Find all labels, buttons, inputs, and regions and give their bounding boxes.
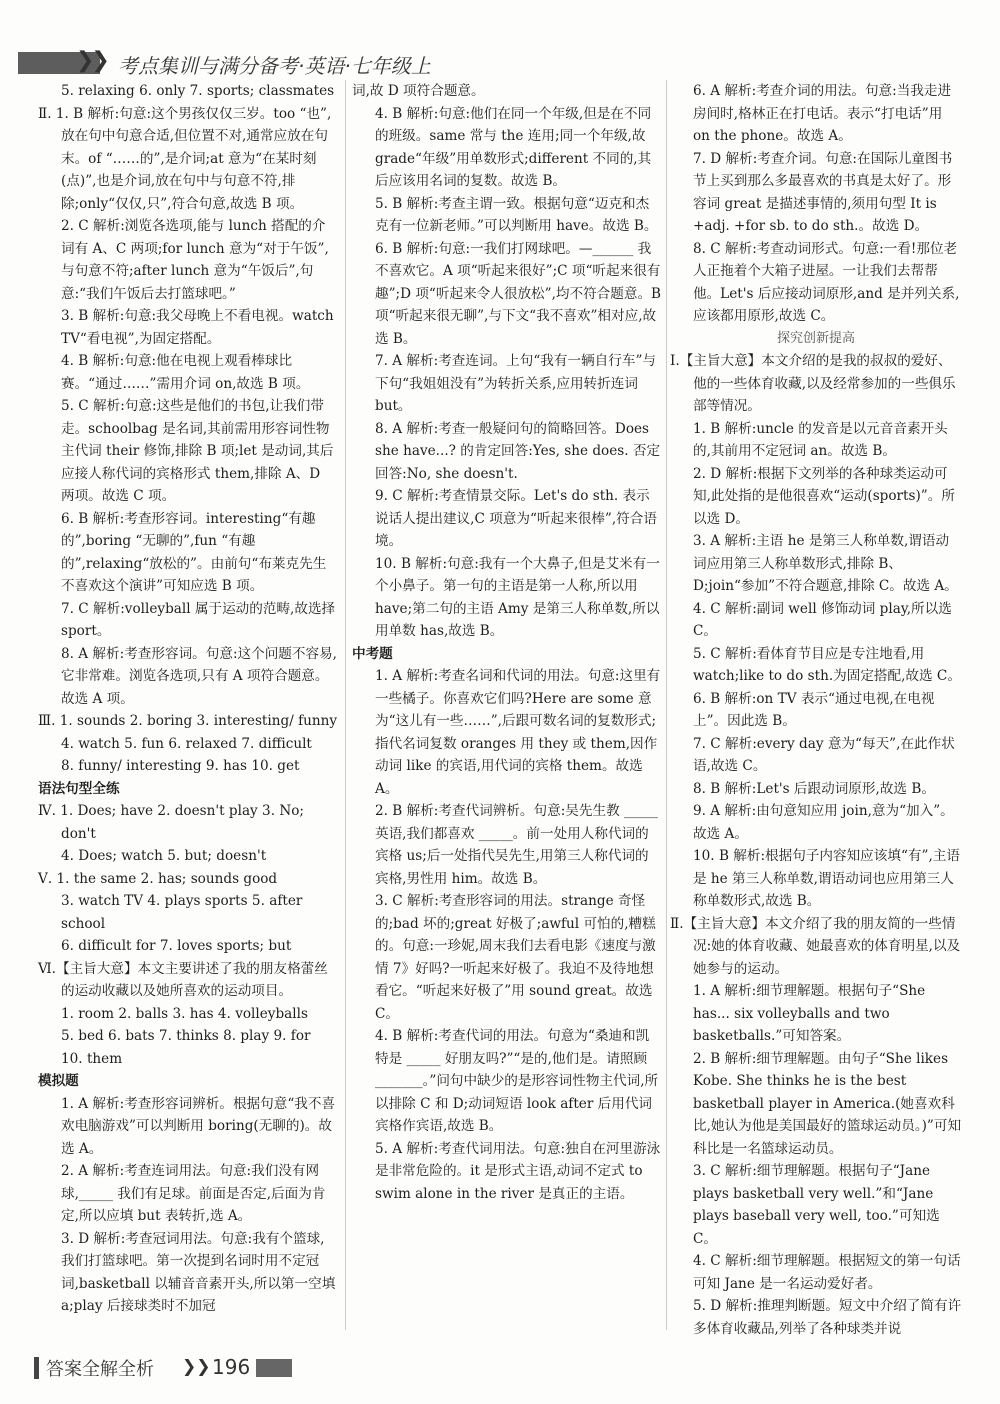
answer-paragraph: 9. C 解析:考查情景交际。Let's do sth. 表示说话人提出建议,C 项意为“听起来很棒”,符合语境。 (375, 488, 657, 549)
chevron-icon: ❯❯ (182, 1357, 211, 1377)
answer-paragraph: 6. B 解析:on TV 表示“通过电视,在电视上”。因此选 B。 (693, 690, 935, 729)
answer-paragraph: 1. A 解析:细节理解题。根据句子“She has... six volleyballs and two basketballs.”可知答案。 (693, 983, 926, 1044)
answer-paragraph: Ⅵ.【主旨大意】本文主要讲述了我的朋友格蕾丝的运动收藏以及她所喜欢的运动项目。 (38, 960, 328, 999)
answer-paragraph: 1. A 解析:考查名词和代词的用法。句意:这里有一些橘子。你喜欢它们吗?Here are some 意为“这儿有一些……”,后跟可数名词的复数形式;指代名词复数 oranges 用 they 或 them,因作动词 like 的宾语,用代词的宾格 them。故选 A。 (375, 668, 661, 797)
column-left (38, 80, 338, 1318)
answer-paragraph: 1. room 2. balls 3. has 4. volleyballs (61, 1005, 308, 1022)
answer-paragraph: 4. C 解析:副词 well 修饰动词 play,所以选 C。 (693, 600, 952, 639)
page-number: 196 (212, 1355, 251, 1379)
answer-paragraph: 4. B 解析:考查代词的用法。句意为“桑迪和凯特是 _____ 好朋友吗?”“是的,他们是。请照顾 _______。”问句中缺少的是形容词性物主代词,所以排除 C 和 D;动词短语 look after 后用代词宾格作宾语,故选 B。 (375, 1028, 659, 1134)
answer-paragraph: 7. C 解析:volleyball 属于运动的范畴,故选择 sport。 (61, 600, 336, 639)
answer-paragraph: 3. C 解析:细节理解题。根据句子“Jane plays basketball very well.”和“Jane plays baseball very well, too.”可知选 C。 (693, 1163, 940, 1247)
answer-paragraph: 4. B 解析:句意:他在电视上观看棒球比赛。“通过……”需用介词 on,故选 B 项。 (61, 353, 310, 392)
answer-paragraph: 6. difficult for 7. loves sports; but (61, 938, 292, 954)
answer-paragraph: 4. B 解析:句意:他们在同一个年级,但是在不同的班级。same 常与 the 连用;同一个年级,故 grade“年级”用单数形式;different 不同的,其后应该用名词的复数。故选 B。 (375, 105, 652, 189)
answer-paragraph: 3. C 解析:考查形容词的用法。strange 奇怪的;bad 坏的;great 好极了;awful 可怕的,糟糕的。句意:一珍妮,周末我们去看电影《速度与激情 7》好吗?一听起来好极了。我迫不及待地想看它。“听起来好极了”用 sound great。故选 C。 (375, 893, 656, 1022)
section-heading: 中考题 (352, 645, 393, 662)
column-divider (345, 80, 346, 1330)
page-footer (34, 1355, 334, 1383)
answer-paragraph: 10. B 解析:根据句子内容知应该填“有”,主语是 he 第三人称单数,谓语动词也应用第三人称单数形式,故选 B。 (693, 848, 960, 909)
answer-paragraph: 10. them (61, 1050, 123, 1067)
footer-marker (34, 1357, 39, 1379)
footer-block (256, 1359, 292, 1377)
answer-paragraph: 8. C 解析:考查动词形式。句意:一看!那位老人正拖着个大箱子进屋。一让我们去帮帮他。Let's 后应接动词原形,and 是并列关系,应该都用原形,故选 C。 (693, 240, 960, 324)
answer-paragraph: 词,故 D 项符合题意。 (352, 83, 485, 99)
section-heading: 探究创新提高 (776, 330, 855, 346)
answer-paragraph: 5. C 解析:看体育节目应是专注地看,用 watch;like to do sth.为固定搭配,故选 C。 (693, 645, 961, 684)
book-title: 考点集训与满分备考·英语·七年级上 (118, 54, 431, 78)
answer-paragraph: 5. B 解析:考查主谓一致。根据句意“迈克和杰克有一位新老师。”可以判断用 have。故选 B。 (375, 195, 658, 234)
section-heading: 模拟题 (38, 1073, 79, 1089)
answer-paragraph: 5. D 解析:推理判断题。短文中介绍了简有许多体育收藏品,列举了各种球类并说 (693, 1298, 962, 1337)
answer-paragraph: 6. A 解析:考查介词的用法。句意:当我走进房间时,格林正在打电话。表示“打电话”用 on the phone。故选 A。 (693, 83, 952, 144)
column-middle (352, 80, 662, 1205)
answer-paragraph: 6. B 解析:句意:一我们打网球吧。—______ 我不喜欢它。A 项“听起来很好”;C 项“听起来很有趣”;D 项“听起来令人很放松”,均不符合题意。B 项“听起来很无聊”,与下文“我不喜欢”相对应,故选 B。 (375, 240, 662, 347)
answer-paragraph: 2. D 解析:根据下文列举的各种球类运动可知,此处指的是他很喜欢“运动(sports)”。所以选 D。 (693, 465, 955, 527)
answer-paragraph: 6. B 解析:考查形容词。interesting“有趣的”,boring “无聊的”,fun “有趣的”,relaxing“放松的”。由前句“布莱克先生不喜欢这个演讲”可知应选 B 项。 (61, 510, 327, 594)
answer-paragraph: Ⅳ. 1. Does; have 2. doesn't play 3. No; don't (38, 803, 305, 842)
answer-paragraph: 8. B 解析:Let's 后跟动词原形,故选 B。 (693, 780, 935, 797)
answer-paragraph: 7. D 解析:考查介词。句意:在国际儿童图书节上买到那么多最喜欢的书真是太好了。形容词 great 是描述事情的,须用句型 It is +adj. +for sb. to do sth.。故选 D。 (693, 150, 953, 234)
answer-paragraph: 8. A 解析:考查一般疑问句的简略回答。Does she have...? 的肯定回答:Yes, she does. 否定回答:No, she doesn't. (375, 420, 661, 482)
footer-label: 答案全解全析 (46, 1359, 154, 1380)
answer-paragraph: 8. A 解析:考查形容词。句意:这个问题不容易,它非常难。浏览各选项,只有 A 项符合题意。故选 A 项。 (61, 645, 338, 707)
answer-paragraph: 8. funny/ interesting 9. has 10. get (61, 758, 300, 774)
answer-paragraph: 2. C 解析:浏览各选项,能与 lunch 搭配的介词有 A、C 两项;for lunch 意为“对于午饭”,与句意不符;after lunch 意为“午饭后”,句意:“我们午饭后去打篮球吧。” (61, 218, 329, 302)
answer-paragraph: Ⅲ. 1. sounds 2. boring 3. interesting/ funny (38, 713, 338, 729)
answer-paragraph: 5. relaxing 6. only 7. sports; classmates (61, 83, 335, 99)
answer-paragraph: Ⅰ.【主旨大意】本文介绍的是我的叔叔的爱好、他的一些体育收藏,以及经常参加的一些俱乐部等情况。 (670, 353, 956, 414)
answer-paragraph: 3. B 解析:句意:我父母晚上不看电视。watch TV“看电视”,为固定搭配。 (61, 308, 334, 347)
section-heading: 语法句型全练 (38, 780, 120, 797)
column-divider (666, 80, 667, 1330)
answer-paragraph: Ⅱ. 1. B 解析:句意:这个男孩仅仅三岁。too “也”,放在句中句意合适,但位置不对,通常应放在句末。of “……的”,是介词;at 意为“在某时刻(点)”,也是介词,放在句中与句意不符,排除;only“仅仅,只”,符合句意,故选 B 项。 (38, 105, 332, 212)
column-right (670, 80, 962, 1340)
answer-paragraph: 5. C 解析:句意:这些是他们的书包,让我们带走。schoolbag 是名词,其前需用形容词性物主代词 their 修饰,排除 B 项;let 是动词,其后应接人称代词的宾格形式 them,排除 A、D 两项。故选 C 项。 (61, 398, 334, 504)
answer-paragraph: 4. C 解析:细节理解题。根据短文的第一句话可知 Jane 是一名运动爱好者。 (693, 1253, 961, 1292)
answer-paragraph: 2. A 解析:考查连词用法。句意:我们没有网球,_____ 我们有足球。前面是否定,后面为肯定,所以应填 but 表转折,选 A。 (61, 1163, 326, 1224)
answer-paragraph: 2. B 解析:考查代词辨析。句意:吴先生教 _____ 英语,我们都喜欢 _____。前一处用人称代词的宾格 us;后一处指代吴先生,用第三人称代词的宾格,男性用 him。故选 B。 (375, 803, 658, 887)
answer-paragraph: 7. C 解析:every day 意为“每天”,在此作状语,故选 C。 (693, 735, 955, 774)
answer-paragraph: 10. B 解析:句意:我有一个大鼻子,但是艾米有一个小鼻子。第一句的主语是第一人称,所以用 have;第二句的主语 Amy 是第三人称单数,所以用单数 has,故选 B。 (375, 555, 660, 639)
answer-paragraph: 3. A 解析:主语 he 是第三人称单数,谓语动词应用第三人称单数形式,排除 B、D;join“参加”不符合题意,排除 C。故选 A。 (693, 533, 958, 594)
answer-paragraph: 4. watch 5. fun 6. relaxed 7. difficult (61, 735, 312, 752)
answer-paragraph: 4. Does; watch 5. but; doesn't (61, 848, 267, 864)
answer-paragraph: 9. A 解析:由句意知应用 join,意为“加入”。故选 A。 (693, 803, 954, 842)
answer-paragraph: 7. A 解析:考查连词。上句“我有一辆自行车”与下句“我姐姐没有”为转折关系,应用转折连词 but。 (375, 353, 657, 414)
answer-paragraph: 1. B 解析:uncle 的发音是以元音音素开头的,其前用不定冠词 an。故选 B。 (693, 420, 948, 459)
answer-paragraph: 5. A 解析:考查代词用法。句意:独自在河里游泳是非常危险的。it 是形式主语,动词不定式 to swim alone in the river 是真正的主语。 (375, 1140, 661, 1202)
answer-paragraph: 1. A 解析:考查形容词辨析。根据句意“我不喜欢电脑游戏”可以判断用 boring(无聊的)。故选 A。 (61, 1095, 336, 1157)
answer-paragraph: 5. bed 6. bats 7. thinks 8. play 9. for (61, 1028, 311, 1044)
answer-paragraph: 2. B 解析:细节理解题。由句子“She likes Kobe. She thinks he is the best basketball player in America.(她喜欢科比,她认为他是美国最好的篮球运动员。)”可知科比是一名篮球运动员。 (693, 1050, 962, 1157)
answer-paragraph: Ⅱ.【主旨大意】本文介绍了我的朋友简的一些情况:她的体育收藏、她最喜欢的体育明星,以及她参与的运动。 (670, 915, 961, 977)
answer-paragraph: 3. D 解析:考查冠词用法。句意:我有个篮球,我们打篮球吧。第一次提到名词时用不定冠词,basketball 以辅音音素开头,所以第一空填 a;play 后接球类时不加冠 (61, 1230, 336, 1314)
double-chevron-icon: ❯❯ (76, 48, 107, 73)
answer-paragraph: Ⅴ. 1. the same 2. has; sounds good (38, 870, 278, 887)
page-header (18, 46, 618, 76)
answer-paragraph: 3. watch TV 4. plays sports 5. after school (61, 893, 303, 932)
